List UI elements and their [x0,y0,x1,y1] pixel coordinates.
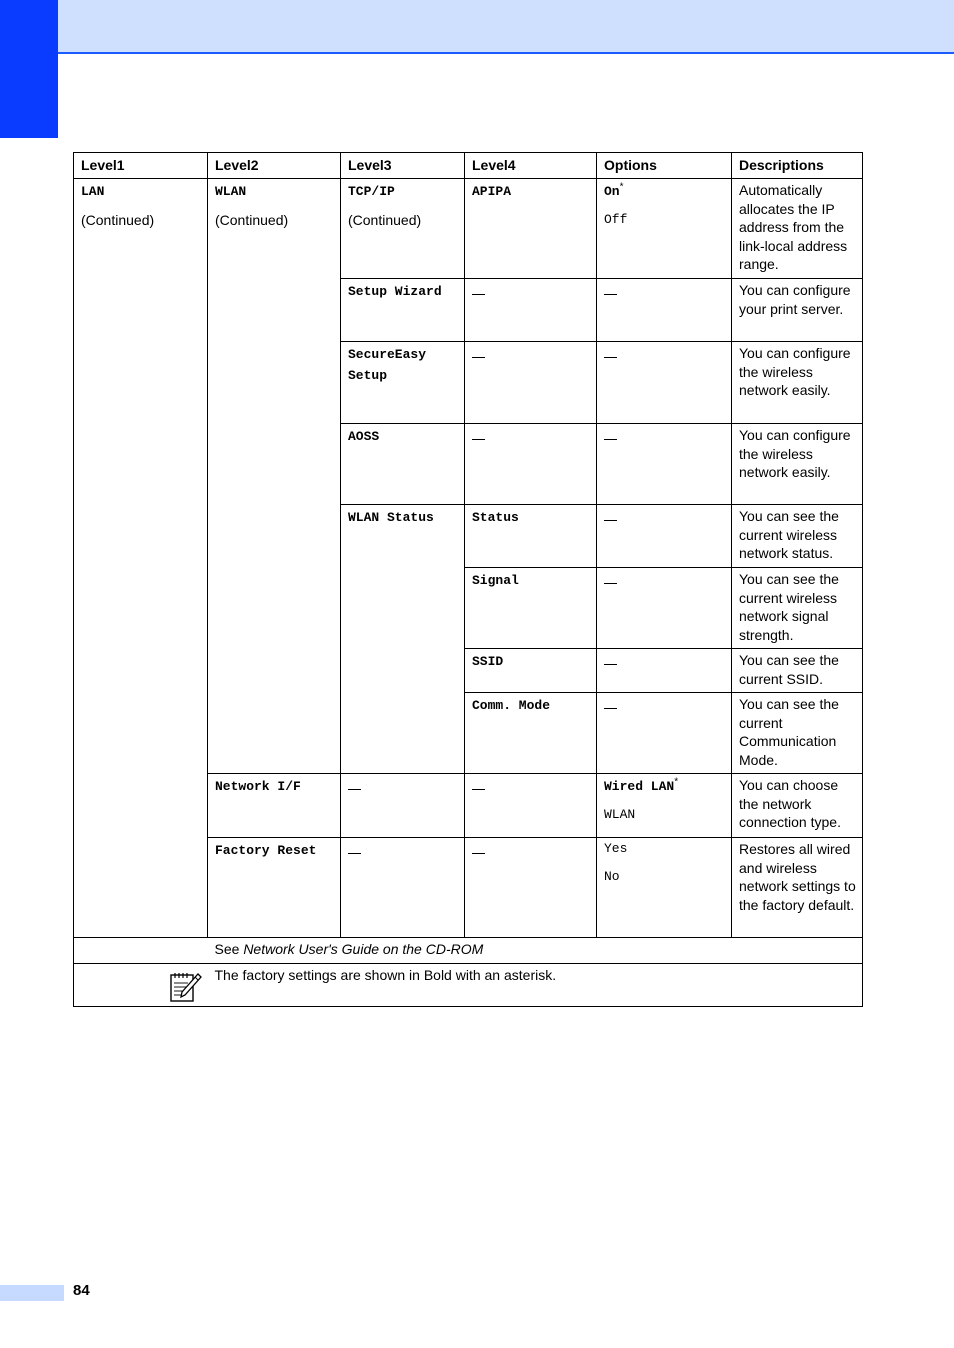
level4-cell [465,649,597,693]
level3-wlan-status: WLAN Status [348,510,434,525]
footnote-row [74,964,863,1007]
dash [472,357,485,358]
option-yes: Yes [604,841,628,856]
description-cell: You can see the current SSID. [732,649,863,693]
chapter-tab [0,0,58,138]
level3-tcpip: TCP/IP [348,184,395,199]
level3-cell [341,179,465,279]
dash [604,439,617,440]
level4-ssid: SSID [472,654,504,669]
dash [472,853,485,854]
level2-cell [208,774,341,838]
footnote-text: The factory settings are shown in Bold with an asterisk. [208,964,863,1007]
level3-cell [341,279,465,342]
options-cell [597,568,732,649]
see-guide-spacer [74,938,208,964]
level4-cell [465,279,597,342]
level3-continued: (Continued) [348,211,422,228]
dash [604,294,617,295]
options-cell [597,279,732,342]
level4-cell [465,179,597,279]
description-cell: Restores all wired and wireless network settings to the factory default. [732,838,863,938]
level4-cell [465,424,597,505]
dash [472,294,485,295]
options-cell [597,693,732,774]
level2-name: WLAN [215,184,247,199]
level2-cell [208,179,341,774]
page-number: 84 [73,1282,90,1299]
dash [604,708,617,709]
description-cell: You can configure your print server. [732,279,863,342]
dash [472,789,485,790]
dash [348,789,361,790]
dash [472,439,485,440]
header-level1: Level1 [74,153,208,179]
description-cell: You can see the current wireless network signal strength. [732,568,863,649]
level4-comm-mode: Comm. Mode [472,698,551,713]
default-asterisk: * [674,776,679,788]
level1-cell [74,179,208,938]
level3-cell [341,838,465,938]
description-cell: Automatically allocates the IP address from the link-local address range. [732,179,863,279]
level1-name: LAN [81,184,105,199]
see-guide-prefix: See [214,941,244,957]
table-header-row [74,153,863,179]
level4-cell [465,568,597,649]
level2-factory-reset: Factory Reset [215,843,317,858]
description-cell: You can see the current wireless network status. [732,505,863,568]
page-number-band [0,1285,64,1301]
options-cell [597,179,732,279]
options-cell [597,649,732,693]
dash [604,520,617,521]
level3-cell [341,342,465,424]
dash [604,664,617,665]
see-guide-row [74,938,863,964]
level3-secureeasy-setup: Setup [348,367,388,383]
menu-table [73,152,863,1007]
option-on: On [604,184,620,199]
description-cell: You can see the current Communication Mode. [732,693,863,774]
dash [604,583,617,584]
option-no: No [604,868,620,884]
dash [348,853,361,854]
options-cell [597,838,732,938]
see-guide-cell [208,938,863,964]
level4-cell [465,342,597,424]
option-wlan: WLAN [604,806,636,822]
level4-status: Status [472,510,519,525]
level2-network-if: Network I/F [215,779,301,794]
description-cell: You can choose the network connection type. [732,774,863,838]
options-cell [597,342,732,424]
header-band [0,0,954,54]
header-level2: Level2 [208,153,341,179]
level4-signal: Signal [472,573,519,588]
header-options: Options [597,153,732,179]
level3-secureeasy: SecureEasy [348,347,427,362]
see-guide-title: Network User's Guide on the CD-ROM [243,941,484,957]
description-cell: You can configure the wireless network easily. [732,424,863,505]
level4-cell [465,505,597,568]
level4-cell [465,693,597,774]
options-cell [597,774,732,838]
level1-continued: (Continued) [81,211,155,228]
level4-apipa: APIPA [472,184,512,199]
option-off: Off [604,211,628,227]
table-row [74,179,863,279]
option-wired-lan: Wired LAN [604,779,675,794]
level3-setup-wizard: Setup Wizard [348,284,442,299]
level4-cell [465,838,597,938]
header-level3: Level3 [341,153,465,179]
level3-aoss: AOSS [348,429,380,444]
level2-cell [208,838,341,938]
dash [604,357,617,358]
level2-continued: (Continued) [215,211,289,228]
note-icon-cell [74,964,208,1007]
level3-cell [341,505,465,774]
level4-cell [465,774,597,838]
level3-cell [341,774,465,838]
level3-cell [341,424,465,505]
options-cell [597,424,732,505]
header-descriptions: Descriptions [732,153,863,179]
header-level4: Level4 [465,153,597,179]
options-cell [597,505,732,568]
description-cell: You can configure the wireless network easily. [732,342,863,424]
note-pencil-icon [168,970,202,1004]
default-asterisk: * [619,181,624,193]
